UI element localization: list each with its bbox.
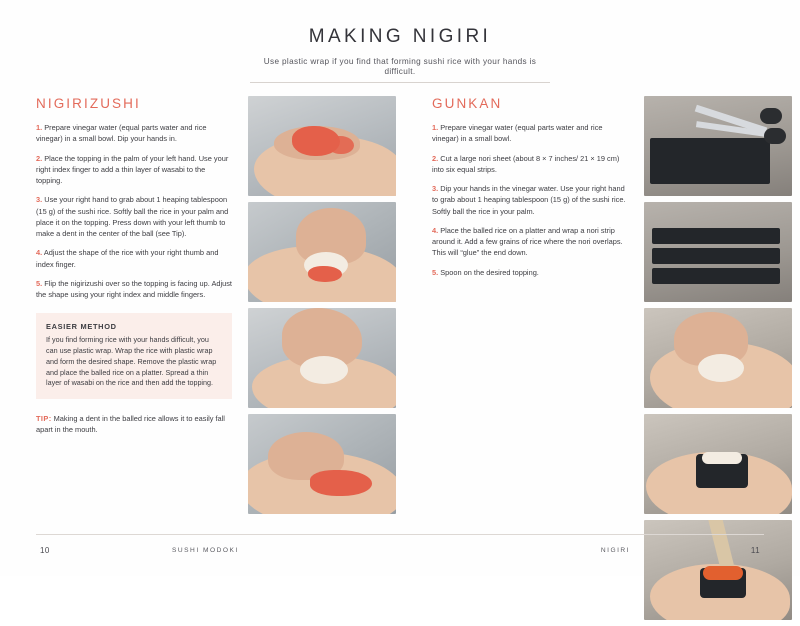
- photo-hand-with-salmon: [248, 96, 396, 196]
- left-step-5-number: 5.: [36, 278, 43, 288]
- photo-shaping-nigiri: [248, 308, 396, 408]
- left-step-4-text: Adjust the shape of the rice with your right thumb and index finger.: [36, 248, 219, 269]
- right-step-4-text: Place the balled rice on a platter and wrap a nori strip around it. Add a few grains of rice where the nori overlaps. This will “glue” the end down.: [432, 225, 623, 258]
- right-step-1-text: Prepare vinegar water (equal parts water and rice vinegar) in a small bowl.: [432, 123, 603, 144]
- right-step-3: [432, 183, 629, 217]
- left-step-2-text: Place the topping in the palm of your left hand. Use your right index finger to add a thin layer of wasabi to the topping.: [36, 153, 229, 185]
- left-text-column: [36, 96, 233, 443]
- nori-strip-2: [652, 248, 780, 264]
- photo-finished-nigiri: [248, 414, 396, 514]
- tip-label: TIP:: [36, 414, 52, 424]
- right-step-3-number: 3.: [432, 184, 439, 193]
- left-step-1: [36, 122, 233, 145]
- rice-ball: [300, 356, 348, 384]
- right-step-5: [432, 267, 629, 278]
- left-step-3: [36, 194, 233, 239]
- right-page: [432, 96, 792, 526]
- page-subtitle-wrap: [0, 57, 800, 83]
- right-step-1: [432, 122, 629, 145]
- right-step-5-number: 5.: [432, 267, 439, 277]
- right-step-2-number: 2.: [432, 153, 439, 163]
- left-page: [36, 96, 396, 526]
- photo-nori-strips: [644, 202, 792, 302]
- right-step-5-text: Spoon on the desired topping.: [440, 267, 539, 277]
- photo-wrapping-nori: [644, 414, 792, 514]
- page-subtitle: Use plastic wrap if you find that forming sushi rice with your hands is difficult.: [250, 57, 550, 83]
- left-step-5-text: Flip the nigirizushi over so the topping is facing up. Adjust the shape using your right index and middle fingers.: [36, 278, 232, 299]
- salmon-topping: [308, 266, 342, 282]
- spread-body: [0, 96, 800, 526]
- right-text-column: [432, 96, 629, 286]
- running-head-left: SUSHI MODOKI: [172, 547, 239, 554]
- right-step-2: [432, 153, 629, 176]
- right-step-4: [432, 225, 629, 259]
- callout-body: If you find forming rice with your hands difficult, you can use plastic wrap. Wrap the rice with plastic wrap and form the desired shape. Remove the plastic wrap and place the balled rice on a platter. Spread a thin layer of wasabi on the rice and then add the topping.: [46, 335, 217, 388]
- folio-right: 11: [750, 546, 760, 555]
- left-step-1-text: Prepare vinegar water (equal parts water and rice vinegar) in a small bowl. Dip your hands in.: [36, 123, 207, 144]
- salmon-topping: [310, 470, 372, 496]
- left-step-1-number: 1.: [36, 123, 43, 132]
- right-step-4-number: 4.: [432, 225, 439, 235]
- left-step-3-text: Use your right hand to grab about 1 heaping tablespoon (15 g) of the sushi rice. Softly ball the rice in your palm and place it on the topping. Press down with your left thumb to make a dent in the center of the ball (see Tip).: [36, 195, 229, 238]
- left-section-title: NIGIRIZUSHI: [36, 96, 141, 111]
- scissor-handle-2: [764, 128, 786, 144]
- right-step-2-text: Cut a large nori sheet (about 8 × 7 inches/ 21 × 19 cm) into six equal strips.: [432, 153, 620, 174]
- left-step-5: [36, 278, 233, 301]
- left-step-2: [36, 153, 233, 187]
- footer-divider: [36, 534, 764, 535]
- callout-title: EASIER METHOD: [46, 322, 117, 332]
- salmon-topping-2: [328, 136, 354, 154]
- right-step-3-text: Dip your hands in the vinegar water. Use your right hand to grab about 1 heaping tablespoon (15 g) of the sushi rice. Softly ball the rice in your palm.: [432, 184, 626, 216]
- photo-rice-ball-hand: [644, 308, 792, 408]
- nori-strip-3: [652, 268, 780, 284]
- left-step-4: [36, 247, 233, 270]
- left-photo-column: [248, 96, 396, 520]
- left-step-4-number: 4.: [36, 248, 43, 258]
- right-section-title: GUNKAN: [432, 96, 503, 111]
- photo-rice-ball-in-palm: [248, 202, 396, 302]
- photo-cutting-nori: [644, 96, 792, 196]
- running-head-right: NIGIRI: [600, 547, 630, 554]
- rice-ball: [698, 354, 744, 382]
- tip-text: Making a dent in the balled rice allows it to easily fall apart in the mouth.: [36, 414, 225, 435]
- tip-note: [36, 413, 233, 435]
- folio-left: 10: [40, 546, 50, 555]
- page-title: MAKING NIGIRI: [308, 26, 492, 47]
- left-step-3-number: 3.: [36, 195, 43, 205]
- page-header: [0, 26, 800, 83]
- nori-strip-1: [652, 228, 780, 244]
- scissor-handle-1: [760, 108, 782, 124]
- left-step-2-number: 2.: [36, 153, 43, 163]
- right-step-1-number: 1.: [432, 123, 439, 132]
- nori-sheet: [650, 138, 770, 184]
- easier-method-callout: [36, 313, 232, 399]
- page-footer: [0, 534, 800, 576]
- rice-ball: [702, 452, 742, 464]
